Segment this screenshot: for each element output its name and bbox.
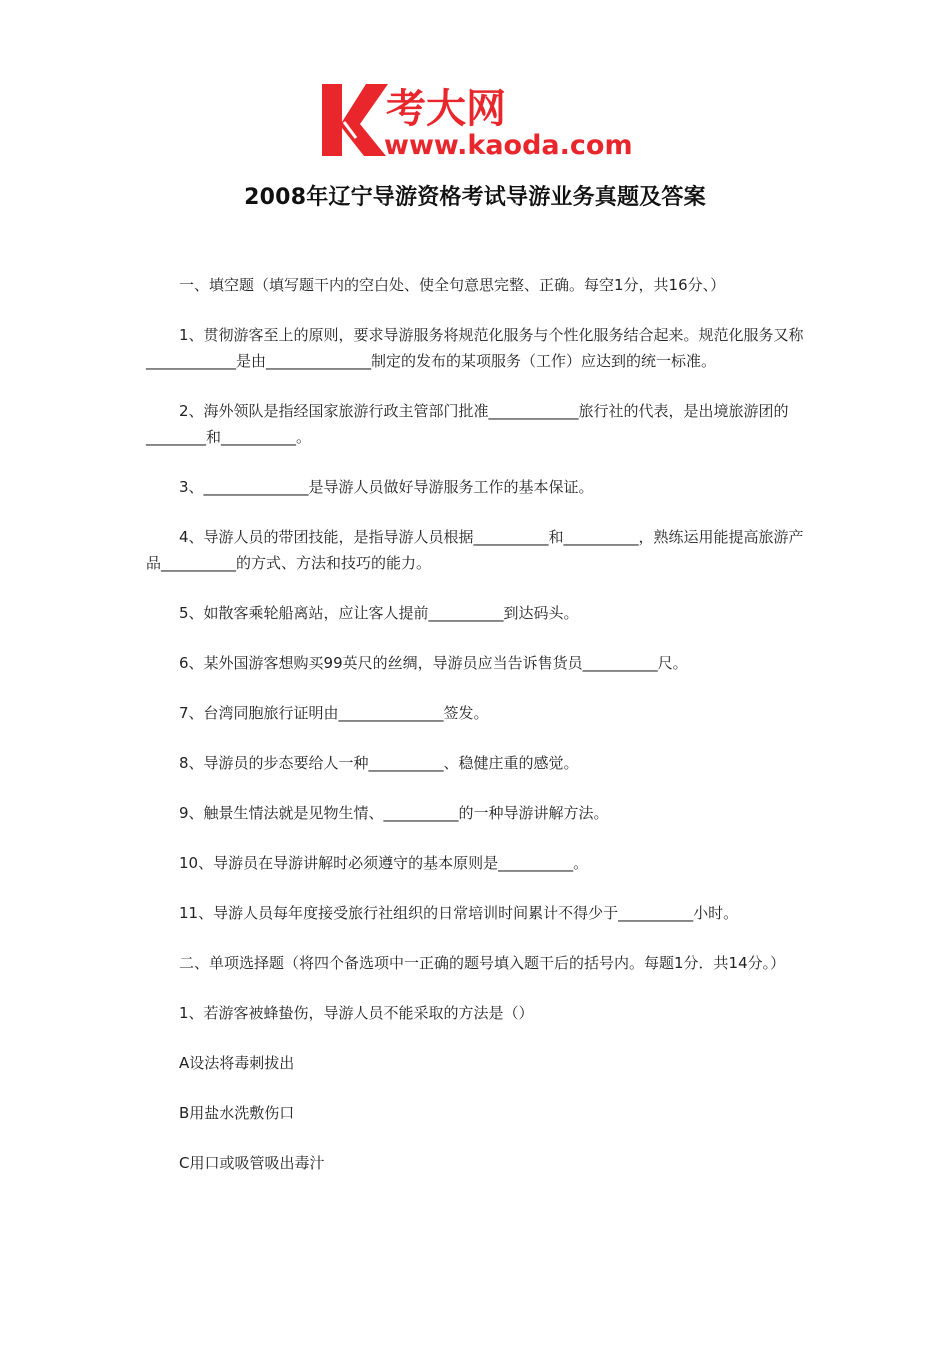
question-paragraph: 3、______________是导游人员做好导游服务工作的基本保证。	[179, 478, 594, 496]
kaoda-logo	[316, 78, 646, 160]
question-paragraph: 1、若游客被蜂蛰伤，导游人员不能采取的方法是（）	[179, 1004, 534, 1022]
answer-option: C用口或吸管吸出毒汁	[179, 1154, 325, 1172]
answer-option: B用盐水洗敷伤口	[179, 1104, 295, 1122]
logo-brand-cn: 考大网	[386, 86, 506, 132]
question-paragraph: 10、导游员在导游讲解时必须遵守的基本原则是__________。	[179, 854, 589, 872]
question-paragraph: 9、触景生情法就是见物生情、__________的一种导游讲解方法。	[179, 804, 609, 822]
kaoda-logo-graphic	[316, 78, 646, 160]
document-title: 2008年辽宁导游资格考试导游业务真题及答案	[244, 185, 706, 210]
section-heading-single-choice: 二、单项选择题（将四个备选项中一正确的题号填入题干后的括号内。每题1分．共14分。）	[179, 954, 786, 972]
question-paragraph: 8、导游员的步态要给人一种__________、稳健庄重的感觉。	[179, 754, 579, 772]
logo-k-mark	[322, 84, 388, 156]
answer-option: A设法将毒刺拔出	[179, 1054, 295, 1072]
question-paragraph: 6、某外国游客想购买99英尺的丝绸，导游员应当告诉售货员__________尺。	[179, 654, 688, 672]
section-heading-fill-in: 一、填空题（填写题干内的空白处、使全句意思完整、正确。每空1分，共16分、）	[179, 276, 726, 294]
question-paragraph: 5、如散客乘轮船离站，应让客人提前__________到达码头。	[179, 604, 579, 622]
question-paragraph: 2、海外领队是指经国家旅游行政主管部门批准____________旅行社的代表，是出境旅游团的________和__________。	[146, 402, 789, 446]
question-paragraph: 11、导游人员每年度接受旅行社组织的日常培训时间累计不得少于__________小时。	[179, 904, 739, 922]
logo-url: www.kaoda.com	[384, 130, 633, 160]
question-paragraph: 7、台湾同胞旅行证明由______________签发。	[179, 704, 489, 722]
question-paragraph: 4、导游人员的带团技能，是指导游人员根据__________和__________，熟练运用能提高旅游产品__________的方式、方法和技巧的能力。	[146, 528, 804, 572]
question-paragraph: 1、贯彻游客至上的原则，要求导游服务将规范化服务与个性化服务结合起来。规范化服务又称____________是由______________制定的发布的某项服务（工作）应达到的统一标准。	[146, 326, 804, 370]
document-body	[146, 272, 816, 1200]
